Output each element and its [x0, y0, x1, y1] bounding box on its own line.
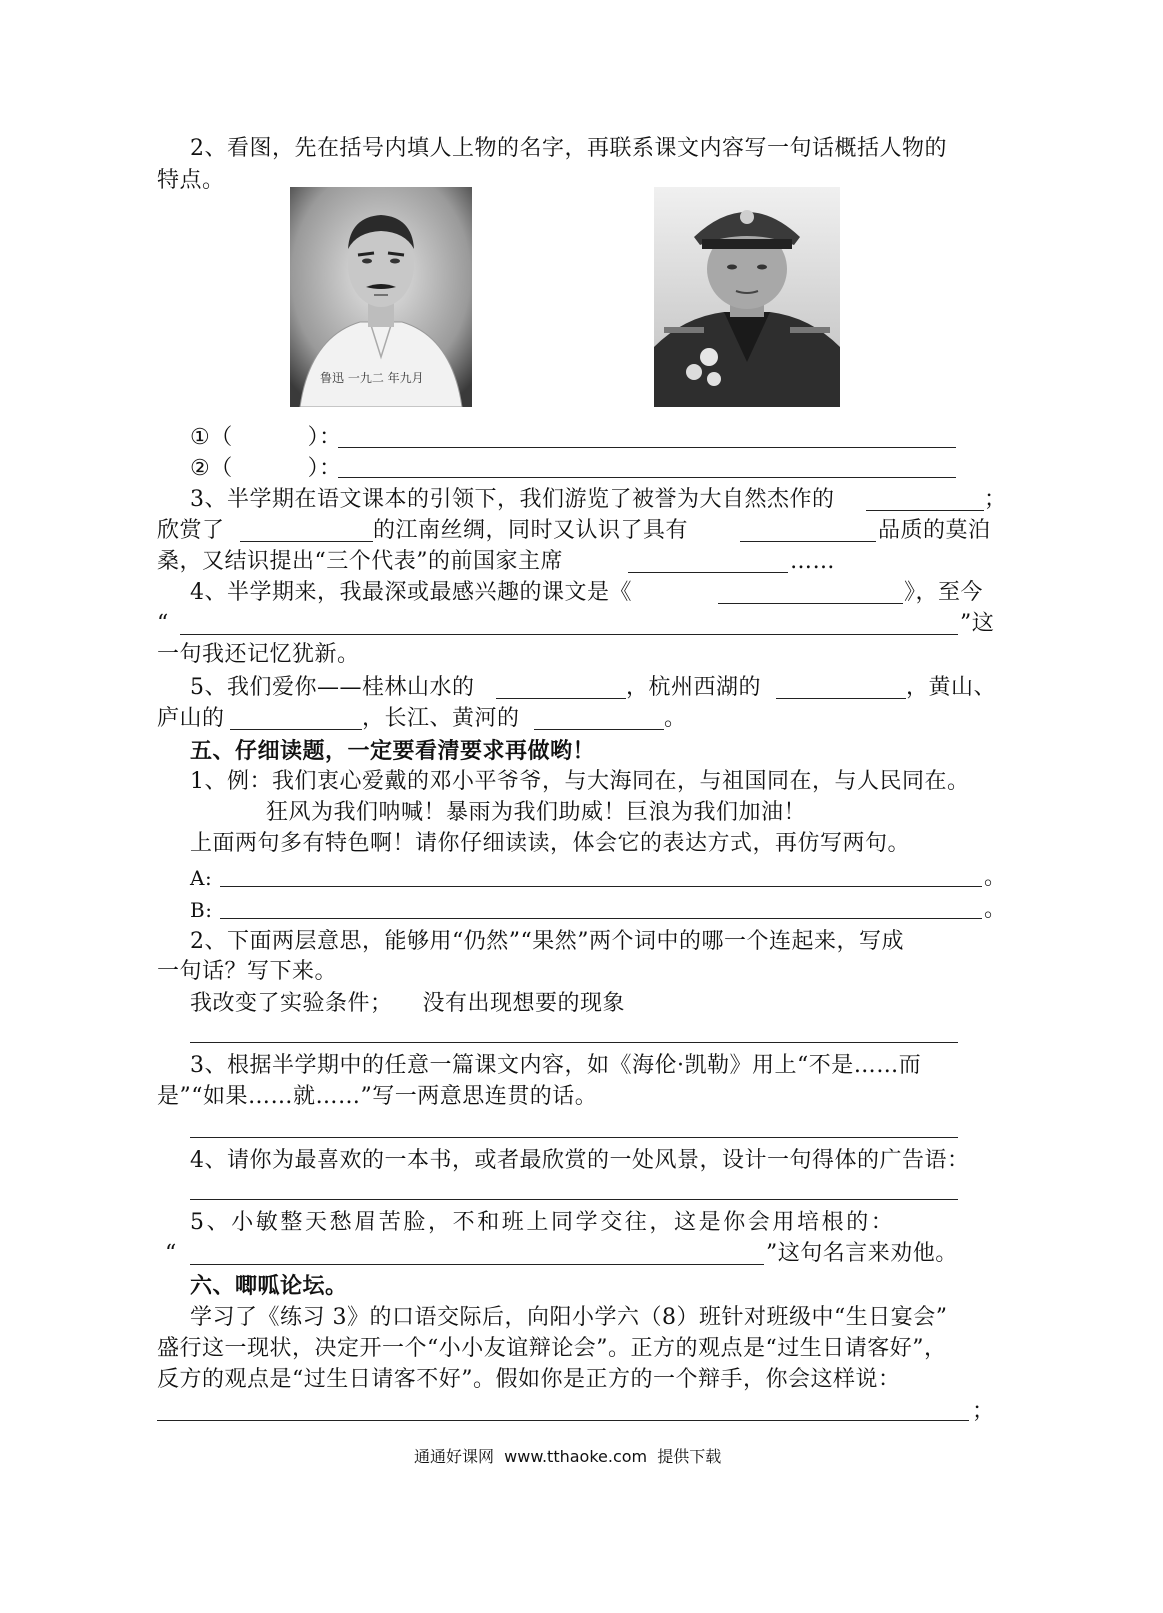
s5-answer-b-line[interactable] — [220, 918, 982, 919]
q3-line-1a: 3、半学期在语文课本的引领下，我们游览了被誉为大自然杰作的 — [190, 487, 835, 512]
s5-q5-line-2b: ”这句名言来劝他。 — [766, 1241, 958, 1266]
q4-line-1b: 》，至今 — [904, 580, 984, 605]
q3-line-2c: 品质的莫泊 — [878, 518, 991, 543]
s6-answer-end: ； — [972, 1399, 995, 1424]
q3-line-2a: 欣赏了 — [157, 518, 225, 543]
q5-line-2a: 庐山的 — [157, 706, 225, 731]
q2-blank-1-label: ①（ ）： — [190, 425, 342, 450]
q2-line-1: 2、看图，先在括号内填人上物的名字，再联系课文内容写一句话概括人物的 — [190, 136, 947, 161]
q5-blank-2[interactable] — [776, 698, 906, 699]
q2-blank-1-line[interactable] — [338, 447, 956, 448]
q3-blank-3[interactable] — [740, 541, 876, 542]
q3-blank-2[interactable] — [240, 541, 373, 542]
q5-line-1b: ，杭州西湖的 — [626, 675, 762, 700]
s5-q4-answer-line[interactable] — [190, 1199, 958, 1200]
s5-q5-line-1: 5、小敏整天愁眉苦脸，不和班上同学交往，这是你会用培根的： — [190, 1210, 896, 1235]
s5-q2-line-3: 我改变了实验条件； 没有出现想要的现象 — [190, 991, 625, 1016]
s5-answer-b-period: 。 — [984, 897, 1007, 922]
q4-blank-2[interactable] — [180, 634, 958, 635]
portrait-2-image — [654, 187, 840, 407]
s5-q2-line-2: 一句话？写下来。 — [157, 959, 338, 984]
q2-blank-2-label: ②（ ）： — [190, 456, 342, 481]
q5-line-2c: 。 — [664, 706, 687, 731]
q3-line-1b: ； — [984, 487, 1007, 512]
q2-blank-2-line[interactable] — [338, 477, 956, 478]
s5-q5-blank[interactable] — [190, 1264, 764, 1265]
q4-blank-1[interactable] — [718, 603, 903, 604]
footer-credit: 通通好课网 www.tthaoke.com 提供下载 — [414, 1447, 722, 1466]
q4-line-2a: “ — [157, 611, 169, 636]
s5-q1-line-3: 上面两句多有特色啊！请你仔细读读，体会它的表达方式，再仿写两句。 — [190, 831, 911, 856]
q5-blank-4[interactable] — [534, 729, 664, 730]
section-5-heading: 五、仔细读题，一定要看清要求再做哟！ — [190, 738, 596, 764]
portrait-1-image — [290, 187, 472, 407]
s5-q2-answer-line[interactable] — [190, 1042, 958, 1043]
q3-line-3b: …… — [790, 549, 835, 574]
s5-q5-line-2a: “ — [165, 1241, 177, 1266]
q5-line-2b: ，长江、黄河的 — [362, 706, 520, 731]
s6-line-1: 学习了《练习 3》的口语交际后，向阳小学六（8）班针对班级中“生日宴会” — [190, 1305, 948, 1330]
q5-blank-1[interactable] — [496, 698, 626, 699]
s5-q1-line-1: 1、例：我们衷心爱戴的邓小平爷爷，与大海同在，与祖国同在，与人民同在。 — [190, 769, 970, 794]
q2-line-2: 特点。 — [157, 168, 225, 193]
s5-answer-b-label: B: — [190, 898, 213, 922]
s6-line-2: 盛行这一现状，决定开一个“小小友谊辩论会”。正方的观点是“过生日请客好”， — [157, 1336, 947, 1361]
portrait-photo-2 — [654, 187, 840, 407]
s5-answer-a-label: A: — [190, 866, 213, 890]
s5-answer-a-period: 。 — [984, 865, 1007, 890]
portrait-photo-1 — [290, 187, 472, 407]
q4-line-3: 一句我还记忆犹新。 — [157, 642, 360, 667]
q3-blank-1[interactable] — [866, 510, 984, 511]
q3-line-2b: 的江南丝绸，同时又认识了具有 — [373, 518, 689, 543]
q4-line-1a: 4、半学期来，我最深或最感兴趣的课文是《 — [190, 580, 632, 605]
s5-q2-line-1: 2、下面两层意思，能够用“仍然”“果然”两个词中的哪一个连起来，写成 — [190, 929, 904, 954]
s6-answer-line[interactable] — [157, 1420, 969, 1421]
q3-blank-4[interactable] — [628, 572, 788, 573]
q5-line-1c: ，黄山、 — [906, 675, 997, 700]
s5-q3-line-1: 3、根据半学期中的任意一篇课文内容，如《海伦·凯勒》用上“不是……而 — [190, 1053, 922, 1078]
q4-line-2b: ”这 — [960, 611, 995, 636]
s5-q4-line-1: 4、请你为最喜欢的一本书，或者最欣赏的一处风景，设计一句得体的广告语： — [190, 1148, 970, 1173]
s6-line-3: 反方的观点是“过生日请客不好”。假如你是正方的一个辩手，你会这样说： — [157, 1367, 901, 1392]
q3-line-3a: 桑，又结识提出“三个代表”的前国家主席 — [157, 549, 563, 574]
s5-q3-answer-line[interactable] — [190, 1137, 958, 1138]
s5-q1-line-2: 狂风为我们呐喊！暴雨为我们助威！巨浪为我们加油！ — [266, 800, 807, 825]
s5-answer-a-line[interactable] — [220, 886, 982, 887]
q5-blank-3[interactable] — [230, 729, 362, 730]
portrait-1-caption: 鲁迅 一九二 年九月 — [320, 371, 424, 385]
q5-line-1a: 5、我们爱你——桂林山水的 — [190, 675, 475, 700]
section-6-heading: 六、唧呱论坛。 — [190, 1273, 348, 1299]
s5-q3-line-2: 是”“如果……就……”写一两意思连贯的话。 — [157, 1084, 598, 1109]
